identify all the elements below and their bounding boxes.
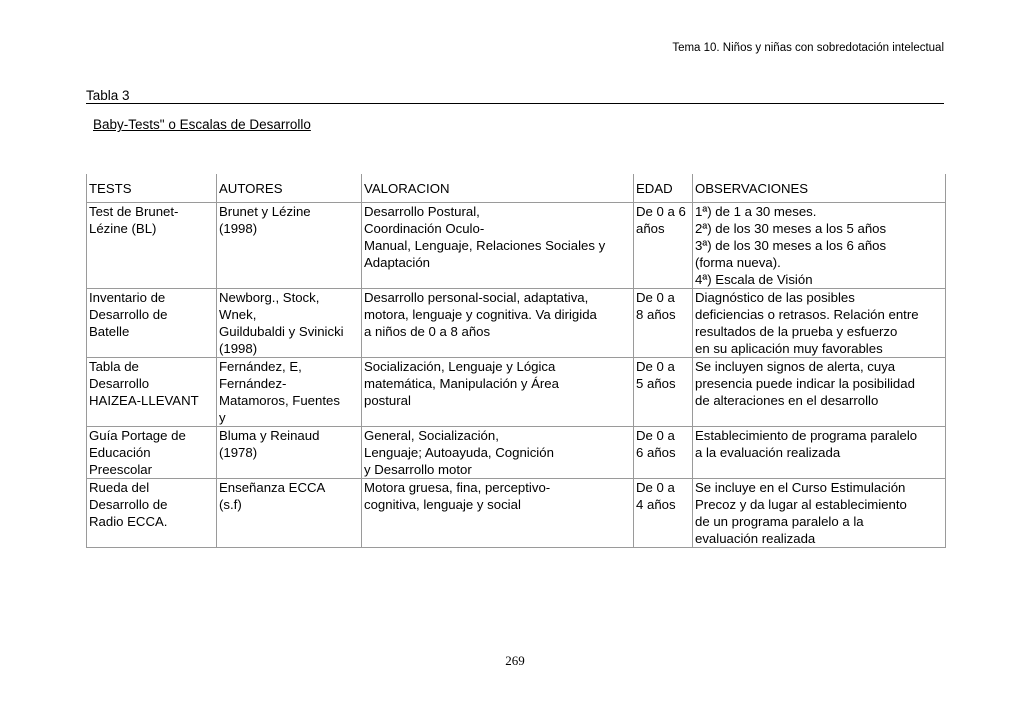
cell-line: 6 años <box>636 445 676 460</box>
cell-line: 2ª) de los 30 meses a los 5 años <box>695 221 887 236</box>
cell-edad <box>634 479 693 548</box>
cell-valoracion <box>362 358 634 427</box>
cell-line: motora, lenguaje y cognitiva. Va dirigida <box>364 307 597 322</box>
cell-line: matemática, Manipulación y Área <box>364 376 559 391</box>
cell-line: Inventario de <box>89 290 166 305</box>
table-row <box>87 479 946 548</box>
cell-line: Socialización, Lenguaje y Lógica <box>364 359 556 374</box>
cell-observaciones <box>693 358 946 427</box>
cell-autores <box>217 427 362 479</box>
cell-line: 3ª) de los 30 meses a los 6 años <box>695 238 887 253</box>
table-subtitle: Baby-Tests" o Escalas de Desarrollo <box>93 117 311 132</box>
cell-line: De 0 a <box>636 428 675 443</box>
cell-line: De 0 a <box>636 480 675 495</box>
cell-valoracion <box>362 203 634 289</box>
cell-line: años <box>636 221 665 236</box>
cell-line: Precoz y da lugar al establecimiento <box>695 497 907 512</box>
running-header: Tema 10. Niños y niñas con sobredotación intelectual <box>672 42 944 54</box>
cell-line: Brunet y Lézine <box>219 204 311 219</box>
cell-tests <box>87 358 217 427</box>
table-row <box>87 203 946 289</box>
cell-line: Guía Portage de <box>89 428 186 443</box>
cell-line: 5 años <box>636 376 676 391</box>
cell-line: Diagnóstico de las posibles <box>695 290 855 305</box>
cell-line: Desarrollo de <box>89 497 168 512</box>
cell-line: 8 años <box>636 307 676 322</box>
cell-autores <box>217 203 362 289</box>
table-row <box>87 358 946 427</box>
cell-line: presencia puede indicar la posibilidad <box>695 376 915 391</box>
cell-line: de un programa paralelo a la <box>695 514 864 529</box>
cell-line: Guildubaldi y Svinicki <box>219 324 344 339</box>
cell-line: evaluación realizada <box>695 531 816 546</box>
cell-line: Manual, Lenguaje, Relaciones Sociales y <box>364 238 606 253</box>
cell-line: deficiencias o retrasos. Relación entre <box>695 307 919 322</box>
column-header-valoracion: VALORACION <box>362 174 634 203</box>
cell-edad <box>634 358 693 427</box>
cell-line: Fernández- <box>219 376 287 391</box>
cell-edad <box>634 203 693 289</box>
cell-line: Bluma y Reinaud <box>219 428 320 443</box>
table-label: Tabla 3 <box>86 88 130 103</box>
column-header-tests: TESTS <box>87 174 217 203</box>
cell-observaciones <box>693 203 946 289</box>
cell-line: General, Socialización, <box>364 428 499 443</box>
cell-line: (forma nueva). <box>695 255 781 270</box>
cell-autores <box>217 358 362 427</box>
cell-line: 4 años <box>636 497 676 512</box>
cell-valoracion <box>362 427 634 479</box>
page-number: 269 <box>505 653 525 668</box>
cell-line: Desarrollo <box>89 376 150 391</box>
cell-line: 1ª) de 1 a 30 meses. <box>695 204 817 219</box>
cell-line: Se incluye en el Curso Estimulación <box>695 480 906 495</box>
cell-line: Lenguaje; Autoayuda, Cognición <box>364 445 554 460</box>
cell-line: Enseñanza ECCA <box>219 480 326 495</box>
cell-tests <box>87 289 217 358</box>
column-header-observaciones: OBSERVACIONES <box>693 174 946 203</box>
cell-line: cognitiva, lenguaje y social <box>364 497 521 512</box>
cell-tests <box>87 479 217 548</box>
cell-tests <box>87 427 217 479</box>
cell-edad <box>634 289 693 358</box>
table-header-row <box>87 174 946 203</box>
cell-line: y <box>219 410 226 425</box>
cell-line: (1998) <box>219 341 258 356</box>
cell-line: Motora gruesa, fina, perceptivo- <box>364 480 551 495</box>
cell-line: (1998) <box>219 221 258 236</box>
cell-line: en su aplicación muy favorables <box>695 341 883 356</box>
cell-line: HAIZEA-LLEVANT <box>89 393 199 408</box>
cell-line: Wnek, <box>219 307 257 322</box>
cell-line: 4ª) Escala de Visión <box>695 272 813 287</box>
cell-line: Establecimiento de programa paralelo <box>695 428 918 443</box>
column-header-autores: AUTORES <box>217 174 362 203</box>
cell-line: (1978) <box>219 445 258 460</box>
cell-edad <box>634 427 693 479</box>
cell-line: Newborg., Stock, <box>219 290 320 305</box>
cell-line: de alteraciones en el desarrollo <box>695 393 879 408</box>
cell-line: a la evaluación realizada <box>695 445 841 460</box>
cell-line: (s.f) <box>219 497 242 512</box>
cell-line: Adaptación <box>364 255 430 270</box>
developmental-scales-table <box>86 174 946 548</box>
cell-autores <box>217 479 362 548</box>
cell-line: De 0 a <box>636 290 675 305</box>
cell-line: Batelle <box>89 324 130 339</box>
cell-line: resultados de la prueba y esfuerzo <box>695 324 898 339</box>
cell-tests <box>87 203 217 289</box>
cell-line: Matamoros, Fuentes <box>219 393 340 408</box>
cell-line: De 0 a <box>636 359 675 374</box>
table-row <box>87 289 946 358</box>
cell-autores <box>217 289 362 358</box>
cell-line: Radio ECCA. <box>89 514 168 529</box>
cell-line: Se incluyen signos de alerta, cuya <box>695 359 896 374</box>
cell-observaciones <box>693 289 946 358</box>
cell-line: Desarrollo de <box>89 307 168 322</box>
header-rule <box>86 103 944 104</box>
cell-observaciones <box>693 427 946 479</box>
cell-line: Fernández, E, <box>219 359 302 374</box>
cell-line: Preescolar <box>89 462 153 477</box>
cell-line: Coordinación Oculo- <box>364 221 485 236</box>
cell-line: Desarrollo Postural, <box>364 204 480 219</box>
cell-line: Tabla de <box>89 359 139 374</box>
cell-line: De 0 a 6 <box>636 204 686 219</box>
table-body <box>87 203 946 548</box>
cell-line: Rueda del <box>89 480 150 495</box>
cell-valoracion <box>362 289 634 358</box>
table-row <box>87 427 946 479</box>
cell-line: Educación <box>89 445 151 460</box>
cell-line: Lézine (BL) <box>89 221 157 236</box>
cell-line: a niños de 0 a 8 años <box>364 324 491 339</box>
cell-line: postural <box>364 393 411 408</box>
cell-valoracion <box>362 479 634 548</box>
cell-line: Desarrollo personal-social, adaptativa, <box>364 290 589 305</box>
cell-line: Test de Brunet- <box>89 204 179 219</box>
cell-observaciones <box>693 479 946 548</box>
cell-line: y Desarrollo motor <box>364 462 472 477</box>
column-header-edad: EDAD <box>634 174 693 203</box>
